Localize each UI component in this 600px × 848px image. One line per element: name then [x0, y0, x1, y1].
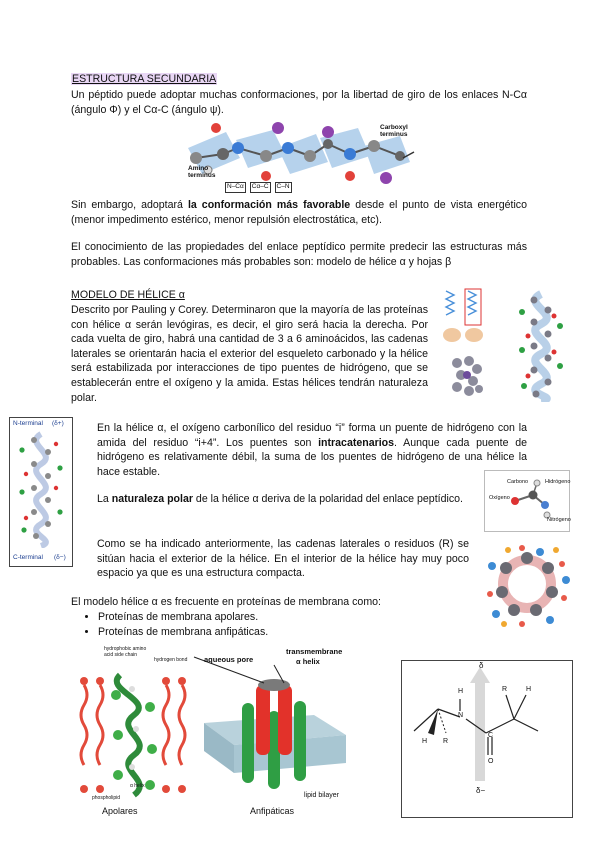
- n-label: N: [458, 712, 464, 719]
- helix-ball-model-small: [447, 353, 487, 399]
- helix-top-view-figure: [482, 538, 572, 630]
- hydrophobic-label: hydrophobic amino acid side chain: [104, 646, 147, 658]
- h3-label: H: [526, 686, 532, 693]
- n-charge-label: (δ+): [52, 420, 64, 427]
- membrane-paragraph: El modelo hélice α es frecuente en proteínas de membrana como:: [71, 596, 381, 608]
- legend-oxigeno: Oxígeno: [489, 495, 510, 501]
- o-label: O: [488, 758, 494, 765]
- transmembrane-label: transmembrane: [286, 647, 343, 656]
- bond-labels: [225, 182, 292, 193]
- handedness-figure: [438, 287, 490, 349]
- delta-plus-label: δ: [479, 661, 484, 670]
- conformation-paragraph: Sin embargo, adoptará la conformación más favorable desde el punto de vista energético (menor impedimento estérico, menor repulsión electrostática, etc).: [71, 199, 527, 226]
- peptide-dipole-figure: [401, 660, 573, 818]
- helix-dipole-figure: [9, 417, 73, 567]
- section-title: ESTRUCTURA SECUNDARIA: [72, 73, 217, 85]
- c-label: C: [488, 732, 494, 739]
- amino-label: Amino terminus: [188, 165, 216, 180]
- phospholipid-label: phospholipid: [92, 795, 121, 801]
- intro-paragraph: Un péptido puede adoptar muchas conformaciones, por la libertad de giro de los enlaces N-Cα (ángulo Φ) y el Cα-C (ángulo ψ).: [71, 89, 527, 116]
- legend-carbono: Carbono: [507, 479, 529, 485]
- r2-label: R: [502, 686, 508, 693]
- membrane-list: [76, 610, 268, 639]
- lipid-bilayer-label: lipid bilayer: [304, 792, 340, 799]
- r-label: R: [443, 738, 449, 745]
- legend-nitrogeno: Nitrógeno: [547, 517, 571, 523]
- anfipaticas-label: Anfipáticas: [250, 806, 295, 816]
- h2-label: H: [422, 738, 428, 745]
- helix-description: Descrito por Pauling y Corey. Determinaron que la mayoría de las proteínas con hélice α serán levógiras, es decir, el giro será hacia la derecha. Por cada vuelta de giro, habrá una cantidad de 3 a 6 aminoácidos, las cadenas laterales se orientarán hacia el exterior del esqueleto carbonado y la hélice será estabilizada por interacciones de tipo puentes de hidrógeno, que se establecerán entre el oxígeno y la amida. Estas hélices tendrán naturaleza polar.: [71, 304, 428, 404]
- alpha-helix-label: α helix: [296, 657, 320, 666]
- helix-small-label: α helix: [130, 783, 145, 789]
- list-item: • Proteínas de membrana anfipáticas.: [98, 625, 268, 640]
- n-terminal-label: N-terminal: [13, 420, 43, 427]
- delta-minus-label: δ−: [476, 786, 486, 795]
- sidechains-paragraph: Como se ha indicado anteriormente, las cadenas laterales o residuos (R) se sitúan hacia el exterior de la hélice. En el interior de la hélice hay muy poco espacio ya que es una estructura compacta.: [97, 538, 469, 580]
- atom-legend-figure: [484, 470, 570, 532]
- hbond-paragraph: En la hélice α, el oxígeno carbonílico del residuo “i” forma un puente de hidrógeno con la amida del residuo “i+4”. Los puentes son intracatenarios. Aunque cada puente de hidrógeno es relativamente débil, la suma de los puentes de hidrógeno de una hélice la hace estable.: [97, 422, 527, 478]
- h-label: H: [458, 688, 464, 695]
- helix-heading: MODELO DE HÉLICE α: [71, 289, 185, 301]
- c-charge-label: (δ−): [54, 554, 66, 561]
- membrane-proteins-figure: [74, 645, 350, 823]
- bond-label: N–Cα: [225, 182, 246, 193]
- models-paragraph: El conocimiento de las propiedades del enlace peptídico permite predecir las estructuras más probables. Las conformaciones más probables son: modelo de hélice α y hojas β: [71, 241, 527, 268]
- hbond-label: hydrogen bond: [154, 657, 188, 663]
- bond-label: C–N: [275, 182, 292, 193]
- bond-label: Cα–C: [250, 182, 271, 193]
- list-item: • Proteínas de membrana apolares.: [98, 610, 268, 625]
- polar-paragraph: La naturaleza polar de la hélice α deriva de la polaridad del enlace peptídico.: [97, 493, 463, 505]
- aqueous-pore-label: aqueous pore: [204, 655, 254, 664]
- apolares-label: Apolares: [102, 806, 138, 816]
- carboxyl-label: Carboxyl terminus: [380, 124, 408, 139]
- peptide-chain-figure: [178, 118, 423, 196]
- c-terminal-label: C-terminal: [13, 554, 43, 561]
- helix-ball-model-tall: [516, 290, 566, 402]
- legend-hidrogeno: Hidrógeno: [545, 479, 571, 485]
